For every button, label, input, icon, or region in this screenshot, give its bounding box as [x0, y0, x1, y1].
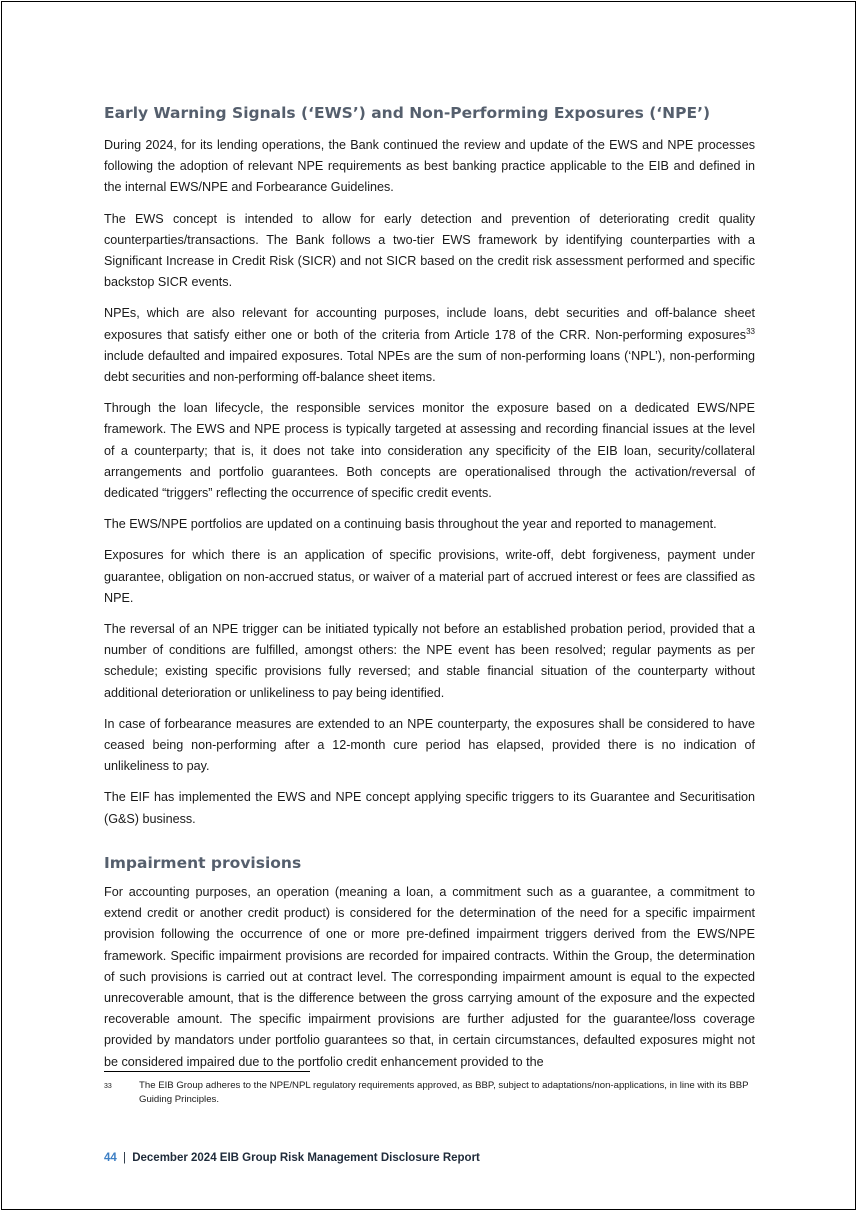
section-heading-impairment: Impairment provisions [104, 853, 302, 872]
paragraph-forbearance: In case of forbearance measures are extended to an NPE counterparty, the exposures shall be considered to have ceased being non-performing after a 12-month cure period has elapsed, provided there is no indication of unlikeliness to pay. [104, 716, 755, 774]
paragraph-loan-lifecycle: Through the loan lifecycle, the responsible services monitor the exposure based on a dedicated EWS/NPE framework. The EWS and NPE process is typically targeted at assessing and recording financial issues at the level of a counterparty; that is, it does not take into consideration any specificity of the EIB loan, security/collateral arrangements and portfolio guarantees. Both concepts are operationalised through the activation/reversal of dedicated “triggers” reflecting the occurrence of specific credit events. [104, 401, 755, 501]
paragraph-npe-definition [104, 303, 755, 388]
footnote-text: The EIB Group adheres to the NPE/NPL regulatory requirements approved, as BBP, subject to adaptations/non-applications, in line with its BBP Guiding Principles. [139, 1080, 749, 1105]
page-footer [104, 1152, 480, 1164]
paragraph-impairment-provisions: For accounting purposes, an operation (meaning a loan, a commitment such as a guarantee, a commitment to extend credit or another credit product) is considered for the determination of the need for a specific impairment provision following the occurrence of one or more pre-defined impairment triggers derived from the EWS/NPE framework. Specific impairment provisions are recorded for impaired contracts. Within the Group, the determination of such provisions is carried out at contract level. The corresponding impairment amount is equal to the expected unrecoverable amount, that is the difference between the gross carrying amount of the exposure and the expected recoverable amount. The specific impairment provisions are further adjusted for the guarantee/loss coverage provided by mandators under portfolio guarantees so that, in certain circumstances, defaulted exposures might not be considered impaired due to the portfolio credit enhancement provided to the [104, 884, 755, 1069]
paragraph-npe-classification: Exposures for which there is an application of specific provisions, write-off, debt forgiveness, payment under guarantee, obligation on non-accrued status, or waiver of a material part of accrued interest or fees are classified as NPE. [104, 548, 755, 605]
npe-text-before-ref: NPEs, which are also relevant for accounting purposes, include loans, debt securities and off-balance sheet exposures that satisfy either one or both of the criteria from Article 178 of the CRR. Non-performing exposures [104, 306, 755, 342]
footnote [104, 1079, 755, 1107]
paragraph-eif-implementation: The EIF has implemented the EWS and NPE concept applying specific triggers to its Guarantee and Securitisation (G&S) business. [104, 790, 755, 826]
footnote-divider [104, 1071, 310, 1072]
section-heading-ews-npe: Early Warning Signals (‘EWS’) and Non-Performing Exposures (‘NPE’) [104, 104, 711, 122]
page-number: 44 [104, 1152, 117, 1164]
paragraph-ews-concept: The EWS concept is intended to allow for early detection and prevention of deteriorating credit quality counterparties/transactions. The Bank follows a two-tier EWS framework by identifying counterparties with a Significant Increase in Credit Risk (SICR) and not SICR based on the credit risk assessment performed and specific backstop SICR events. [104, 211, 755, 290]
footer-separator: | [123, 1152, 126, 1164]
paragraph-npe-reversal: The reversal of an NPE trigger can be initiated typically not before an established probation period, provided that a number of conditions are fulfilled, amongst others: the NPE event has been resolved; regular payments as per schedule; existing specific provisions fully reversed; and stable financial situation of the counterparty without additional deterioration or unlikeliness to pay being identified. [104, 622, 755, 700]
footnote-number: 33 [104, 1083, 112, 1090]
report-title: December 2024 EIB Group Risk Management Disclosure Report [132, 1152, 480, 1164]
paragraph-portfolio-updates: The EWS/NPE portfolios are updated on a continuing basis throughout the year and reported to management. [104, 517, 717, 532]
paragraph-ews-npe-review: During 2024, for its lending operations, the Bank continued the review and update of the EWS and NPE processes following the adoption of relevant NPE requirements as best banking practice applicable to the EIB and defined in the internal EWS/NPE and Forbearance Guidelines. [104, 138, 755, 195]
footnote-reference-33[interactable]: 33 [746, 326, 755, 336]
npe-text-after-ref: include defaulted and impaired exposures. Total NPEs are the sum of non-performing loans (‘NPL’), non-performing debt securities and non-performing off-balance sheet items. [104, 348, 755, 385]
page-content [104, 102, 755, 1083]
